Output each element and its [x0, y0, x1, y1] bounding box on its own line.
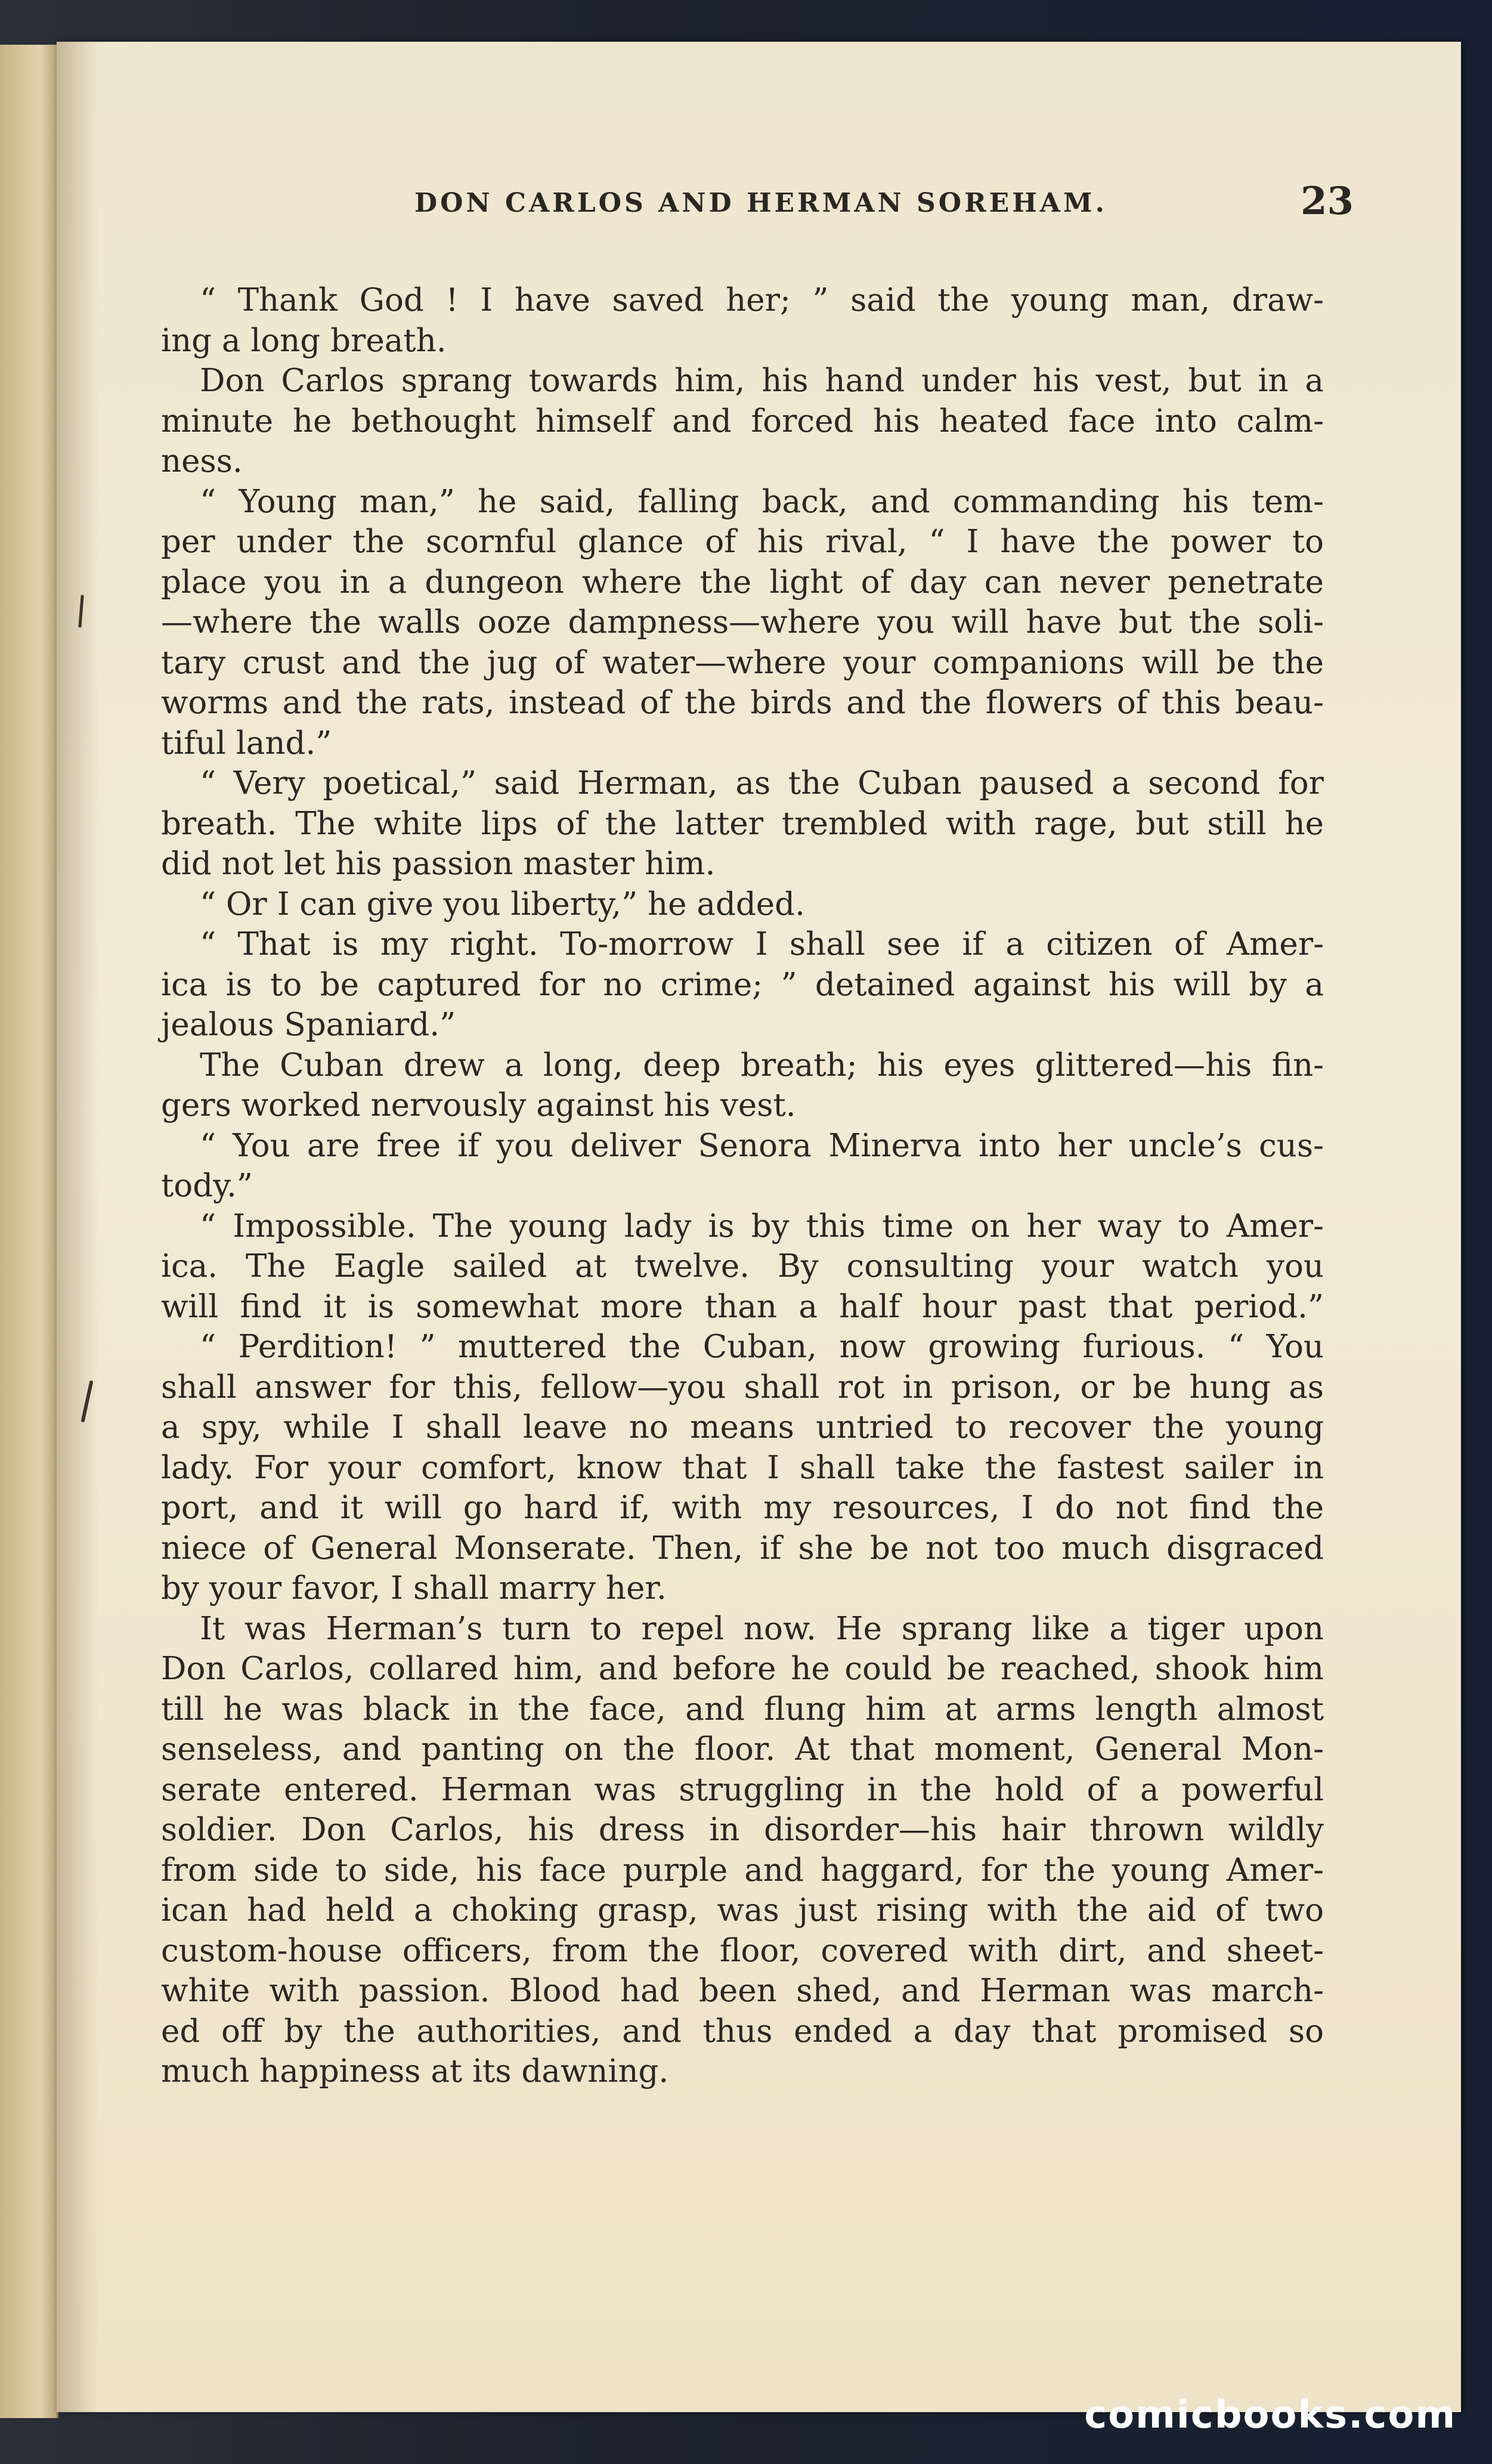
text-line: niece of General Monserate. Then, if she be not too much disgraced	[161, 1530, 1324, 1567]
text-line: ica is to be captured for no crime; ” detained against his will by a	[161, 966, 1324, 1003]
page-number: 23	[1300, 179, 1354, 224]
text-line: tody.”	[161, 1168, 253, 1204]
text-line: ican had held a choking grasp, was just rising with the aid of two	[161, 1892, 1324, 1929]
book-page	[57, 42, 1461, 2412]
text-line: gers worked nervously against his vest.	[161, 1087, 796, 1123]
text-line: ness.	[161, 443, 243, 479]
text-line: Don Carlos, collared him, and before he could be reached, shook him	[161, 1651, 1324, 1687]
margin-pencil-mark	[72, 593, 89, 629]
text-line: ing a long breath.	[161, 322, 447, 359]
text-line: jealous Spaniard.”	[161, 1007, 456, 1043]
text-line: “ You are free if you deliver Senora Minerva into her uncle’s cus-	[200, 1127, 1324, 1164]
text-line: “ That is my right. To-morrow I shall see if a citizen of Amer-	[200, 926, 1324, 962]
text-line: Don Carlos sprang towards him, his hand under his vest, but in a	[200, 363, 1324, 399]
text-line: port, and it will go hard if, with my resources, I do not find the	[161, 1490, 1324, 1526]
text-line: till he was black in the face, and flung him at arms length almost	[161, 1691, 1324, 1728]
body-text	[161, 280, 1324, 2092]
text-line: “ Thank God ! I have saved her; ” said the young man, draw-	[200, 282, 1324, 318]
text-line: “ Very poetical,” said Herman, as the Cuban paused a second for	[200, 765, 1324, 801]
text-line: by your favor, I shall marry her.	[161, 1570, 667, 1606]
text-line: will find it is somewhat more than a half hour past that period.”	[161, 1288, 1324, 1325]
text-line: shall answer for this, fellow—you shall rot in prison, or be hung as	[161, 1369, 1324, 1406]
running-title: DON CARLOS AND HERMAN SOREHAM.	[414, 188, 1107, 218]
text-line: “ Young man,” he said, falling back, and commanding his tem-	[200, 483, 1324, 520]
text-line: It was Herman’s turn to repel now. He sprang like a tiger upon	[200, 1610, 1324, 1647]
running-head	[57, 161, 1461, 227]
text-line: tary crust and the jug of water—where your companions will be the	[161, 644, 1324, 681]
text-line: ica. The Eagle sailed at twelve. By consulting your watch you	[161, 1248, 1324, 1284]
text-line: lady. For your comfort, know that I shall take the fastest sailer in	[161, 1449, 1324, 1486]
text-line: soldier. Don Carlos, his dress in disorder—his hair thrown wildly	[161, 1812, 1324, 1848]
text-line: ed off by the authorities, and thus ended a day that promised so	[161, 2013, 1324, 2050]
text-line: much happiness at its dawning.	[161, 2053, 669, 2090]
text-line: custom-house officers, from the floor, covered with dirt, and sheet-	[161, 1932, 1324, 1969]
text-line: a spy, while I shall leave no means untried to recover the young	[161, 1409, 1324, 1445]
text-line: per under the scornful glance of his rival, “ I have the power to	[161, 524, 1324, 560]
left-page-edge	[0, 45, 58, 2418]
text-line: worms and the rats, instead of the birds and the flowers of this beau-	[161, 685, 1324, 721]
text-line: from side to side, his face purple and haggard, for the young Amer-	[161, 1852, 1324, 1889]
text-line: “ Impossible. The young lady is by this time on her way to Amer-	[200, 1208, 1324, 1245]
text-line: tiful land.”	[161, 725, 332, 762]
text-line: minute he bethought himself and forced his heated face into calm-	[161, 403, 1324, 439]
text-line: breath. The white lips of the latter trembled with rage, but still he	[161, 805, 1324, 842]
text-line: “ Or I can give you liberty,” he added.	[200, 886, 805, 923]
text-line: did not let his passion master him.	[161, 846, 716, 882]
text-line: white with passion. Blood had been shed, and Herman was march-	[161, 1973, 1324, 2009]
watermark: comicbooks.com	[1084, 2393, 1456, 2437]
text-line: “ Perdition! ” muttered the Cuban, now growing furious. “ You	[200, 1329, 1324, 1365]
text-line: senseless, and panting on the floor. At that moment, General Mon-	[161, 1731, 1324, 1767]
text-line: place you in a dungeon where the light of day can never penetrate	[161, 564, 1324, 600]
text-line: The Cuban drew a long, deep breath; his eyes glittered—his fin-	[200, 1047, 1324, 1084]
text-line: —where the walls ooze dampness—where you will have but the soli-	[161, 604, 1324, 640]
margin-pencil-mark	[75, 1378, 98, 1425]
text-line: serate entered. Herman was struggling in the hold of a powerful	[161, 1771, 1324, 1808]
